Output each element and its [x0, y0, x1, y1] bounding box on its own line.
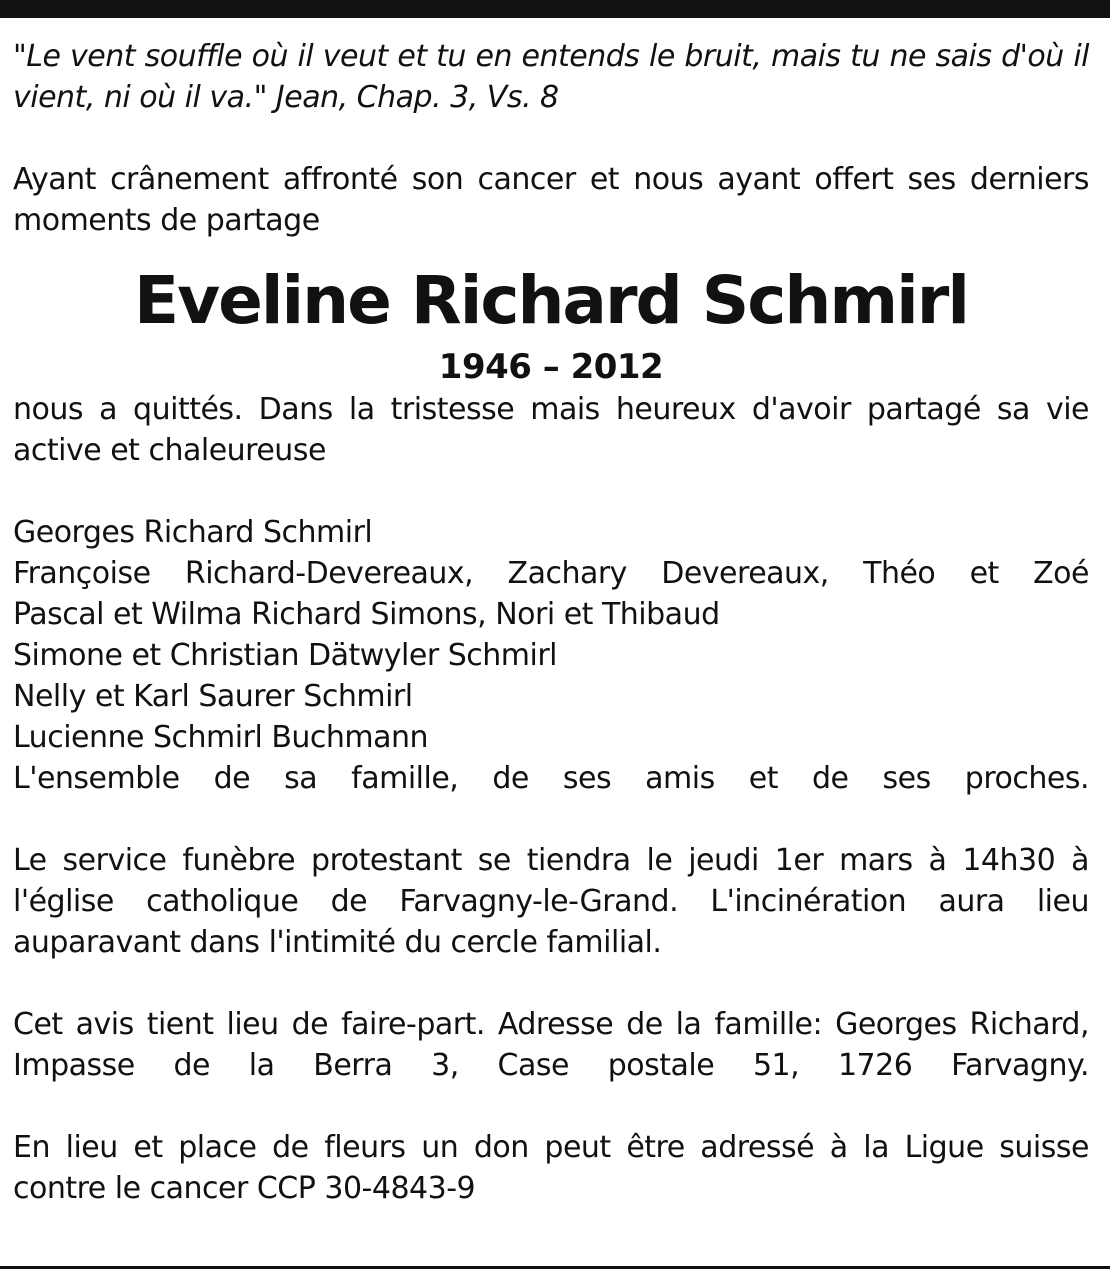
family-member: Françoise Richard-Devereaux, Zachary Devereaux, Théo et Zoé: [13, 556, 1089, 591]
address-paragraph: Cet avis tient lieu de faire-part. Adresse de la famille: Georges Richard, Impasse de la Berra 3, Case postale 51, 1726 Farvagny.: [13, 1007, 1089, 1083]
donation-paragraph: En lieu et place de fleurs un don peut être adressé à la Ligue suisse contre le cancer CCP 30-4843-9: [13, 1130, 1089, 1206]
intro-paragraph: Ayant crânement affronté son cancer et nous ayant offert ses derniers moments de partage: [13, 162, 1089, 238]
family-member: Simone et Christian Dätwyler Schmirl: [13, 638, 557, 673]
family-member: Pascal et Wilma Richard Simons, Nori et Thibaud: [13, 597, 720, 632]
spacer: [13, 118, 1089, 159]
obituary-notice: [13, 36, 1089, 1209]
family-member: L'ensemble de sa famille, de ses amis et de ses proches.: [13, 761, 1089, 796]
spacer: [13, 799, 1089, 840]
life-years: 1946 – 2012: [438, 347, 664, 387]
deceased-name: Eveline Richard Schmirl: [134, 262, 968, 339]
bottom-border-rule: [0, 1266, 1110, 1269]
top-border-rule: [0, 0, 1110, 18]
bible-quote: "Le vent souffle où il veut et tu en entends le bruit, mais tu ne sais d'où il vient, ni où il va." Jean, Chap. 3, Vs. 8: [13, 39, 1089, 115]
family-member: Lucienne Schmirl Buchmann: [13, 720, 429, 755]
family-list: [13, 512, 1089, 799]
spacer: [13, 963, 1089, 1004]
spacer: [13, 471, 1089, 512]
service-paragraph: Le service funèbre protestant se tiendra le jeudi 1er mars à 14h30 à l'église catholique de Farvagny-le-Grand. L'incinération aura lieu auparavant dans l'intimité du cercle familial.: [13, 843, 1089, 960]
family-member: Georges Richard Schmirl: [13, 515, 373, 550]
spacer: [13, 1086, 1089, 1127]
family-member: Nelly et Karl Saurer Schmirl: [13, 679, 413, 714]
departure-paragraph: nous a quittés. Dans la tristesse mais heureux d'avoir partagé sa vie active et chaleureuse: [13, 392, 1089, 468]
